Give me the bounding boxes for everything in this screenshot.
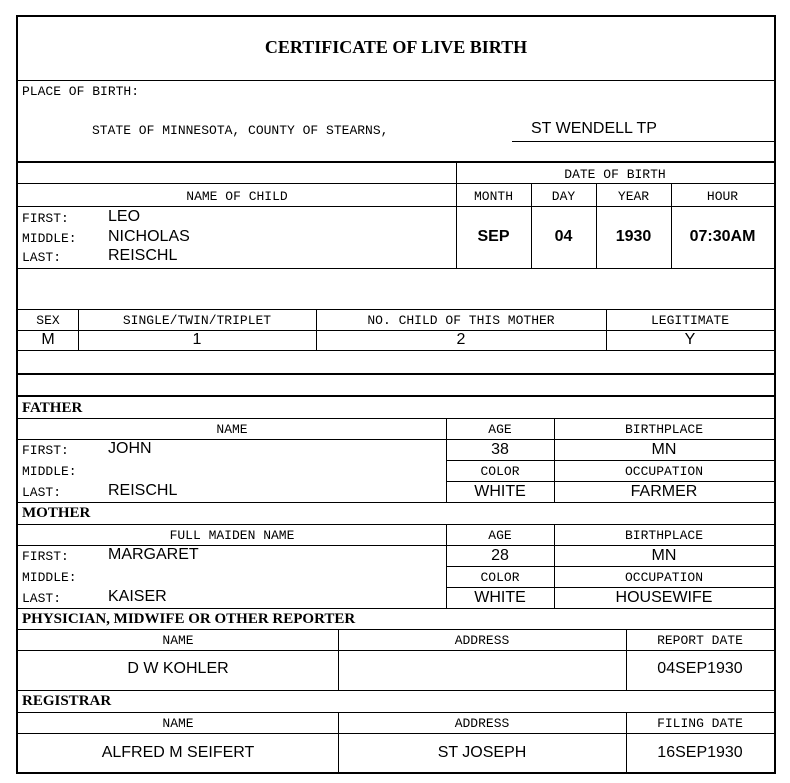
divider	[446, 566, 774, 567]
plurality-value: 1	[192, 331, 202, 348]
sex-value: M	[41, 331, 55, 348]
divider	[18, 502, 774, 503]
child-middle-label: MIDDLE:	[22, 231, 77, 246]
father-first-label: FIRST:	[22, 443, 69, 458]
divider	[446, 481, 774, 482]
registrar-name: ALFRED M SEIFERT	[101, 744, 255, 761]
mother-middle-label: MIDDLE:	[22, 570, 77, 585]
divider	[18, 373, 774, 375]
child-last-name: REISCHL	[108, 247, 178, 264]
mother-name-header: FULL MAIDEN NAME	[169, 528, 295, 543]
mother-occupation: HOUSEWIFE	[615, 589, 713, 606]
physician-name-header: NAME	[162, 633, 194, 648]
birth-day: 04	[554, 228, 573, 245]
filing-date-header: FILING DATE	[657, 716, 743, 731]
divider	[18, 80, 774, 81]
divider	[18, 350, 774, 351]
divider	[456, 183, 774, 184]
divider	[18, 395, 774, 397]
year-header: YEAR	[617, 189, 650, 204]
mother-birthplace-header: BIRTHPLACE	[624, 528, 703, 543]
child-number-header: NO. CHILD OF THIS MOTHER	[367, 313, 555, 328]
father-color: WHITE	[474, 483, 526, 500]
father-last-name: REISCHL	[108, 482, 178, 499]
divider	[18, 268, 774, 269]
father-section-title: FATHER	[22, 400, 83, 416]
mother-first-name: MARGARET	[108, 546, 199, 563]
father-birthplace: MN	[651, 441, 677, 458]
state-county: STATE OF MINNESOTA, COUNTY OF STEARNS,	[92, 123, 389, 138]
father-occupation-header: OCCUPATION	[624, 464, 703, 479]
mother-birthplace: MN	[651, 547, 677, 564]
father-color-header: COLOR	[480, 464, 520, 479]
father-birthplace-header: BIRTHPLACE	[624, 422, 703, 437]
report-date-header: REPORT DATE	[657, 633, 743, 648]
sex-header: SEX	[36, 313, 60, 328]
divider	[18, 608, 774, 609]
father-last-label: LAST:	[22, 485, 62, 500]
birth-year: 1930	[615, 228, 652, 245]
child-first-name: LEO	[108, 208, 141, 225]
father-first-name: JOHN	[108, 440, 152, 457]
divider	[446, 587, 774, 588]
divider	[18, 733, 774, 734]
divider	[18, 629, 774, 630]
mother-first-label: FIRST:	[22, 549, 69, 564]
child-last-label: LAST:	[22, 250, 62, 265]
divider	[18, 524, 774, 525]
certificate-title: CERTIFICATE OF LIVE BIRTH	[264, 37, 528, 57]
legitimate-header: LEGITIMATE	[650, 313, 729, 328]
day-header: DAY	[551, 189, 576, 204]
filing-date: 16SEP1930	[657, 744, 743, 761]
plurality-header: SINGLE/TWIN/TRIPLET	[122, 313, 272, 328]
date-of-birth-header: DATE OF BIRTH	[564, 167, 666, 182]
child-name-header: NAME OF CHILD	[186, 189, 288, 204]
child-middle-name: NICHOLAS	[108, 228, 190, 245]
mother-last-label: LAST:	[22, 591, 62, 606]
physician-name: D W KOHLER	[127, 660, 229, 677]
birth-month: SEP	[477, 228, 510, 245]
father-middle-label: MIDDLE:	[22, 464, 77, 479]
child-first-label: FIRST:	[22, 211, 69, 226]
report-date: 04SEP1930	[657, 660, 743, 677]
divider	[18, 650, 774, 651]
divider	[18, 161, 774, 163]
father-age-header: AGE	[488, 422, 512, 437]
father-occupation: FARMER	[630, 483, 698, 500]
registrar-address: ST JOSEPH	[437, 744, 527, 761]
physician-address-header: ADDRESS	[454, 633, 510, 648]
registrar-section-title: REGISTRAR	[22, 693, 112, 709]
mother-last-name: KAISER	[108, 588, 167, 605]
child-number-value: 2	[456, 331, 466, 348]
divider	[18, 418, 774, 419]
divider	[18, 690, 774, 691]
physician-section-title: PHYSICIAN, MIDWIFE OR OTHER REPORTER	[22, 611, 356, 627]
registrar-address-header: ADDRESS	[454, 716, 510, 731]
mother-section-title: MOTHER	[22, 505, 91, 521]
township-underline	[512, 141, 774, 142]
divider	[446, 460, 774, 461]
divider	[18, 206, 774, 207]
mother-color-header: COLOR	[480, 570, 520, 585]
month-header: MONTH	[473, 189, 513, 204]
mother-occupation-header: OCCUPATION	[624, 570, 703, 585]
mother-age: 28	[491, 547, 509, 564]
hour-header: HOUR	[706, 189, 739, 204]
birth-hour: 07:30AM	[689, 228, 756, 245]
divider	[18, 309, 774, 310]
birth-certificate	[16, 15, 776, 774]
legitimate-value: Y	[684, 331, 696, 348]
place-of-birth-label: PLACE OF BIRTH:	[22, 84, 140, 99]
father-name-header: NAME	[216, 422, 248, 437]
mother-color: WHITE	[474, 589, 526, 606]
registrar-name-header: NAME	[162, 716, 194, 731]
divider	[18, 712, 774, 713]
mother-age-header: AGE	[488, 528, 512, 543]
birth-township: ST WENDELL TP	[531, 120, 657, 137]
father-age: 38	[491, 441, 509, 458]
